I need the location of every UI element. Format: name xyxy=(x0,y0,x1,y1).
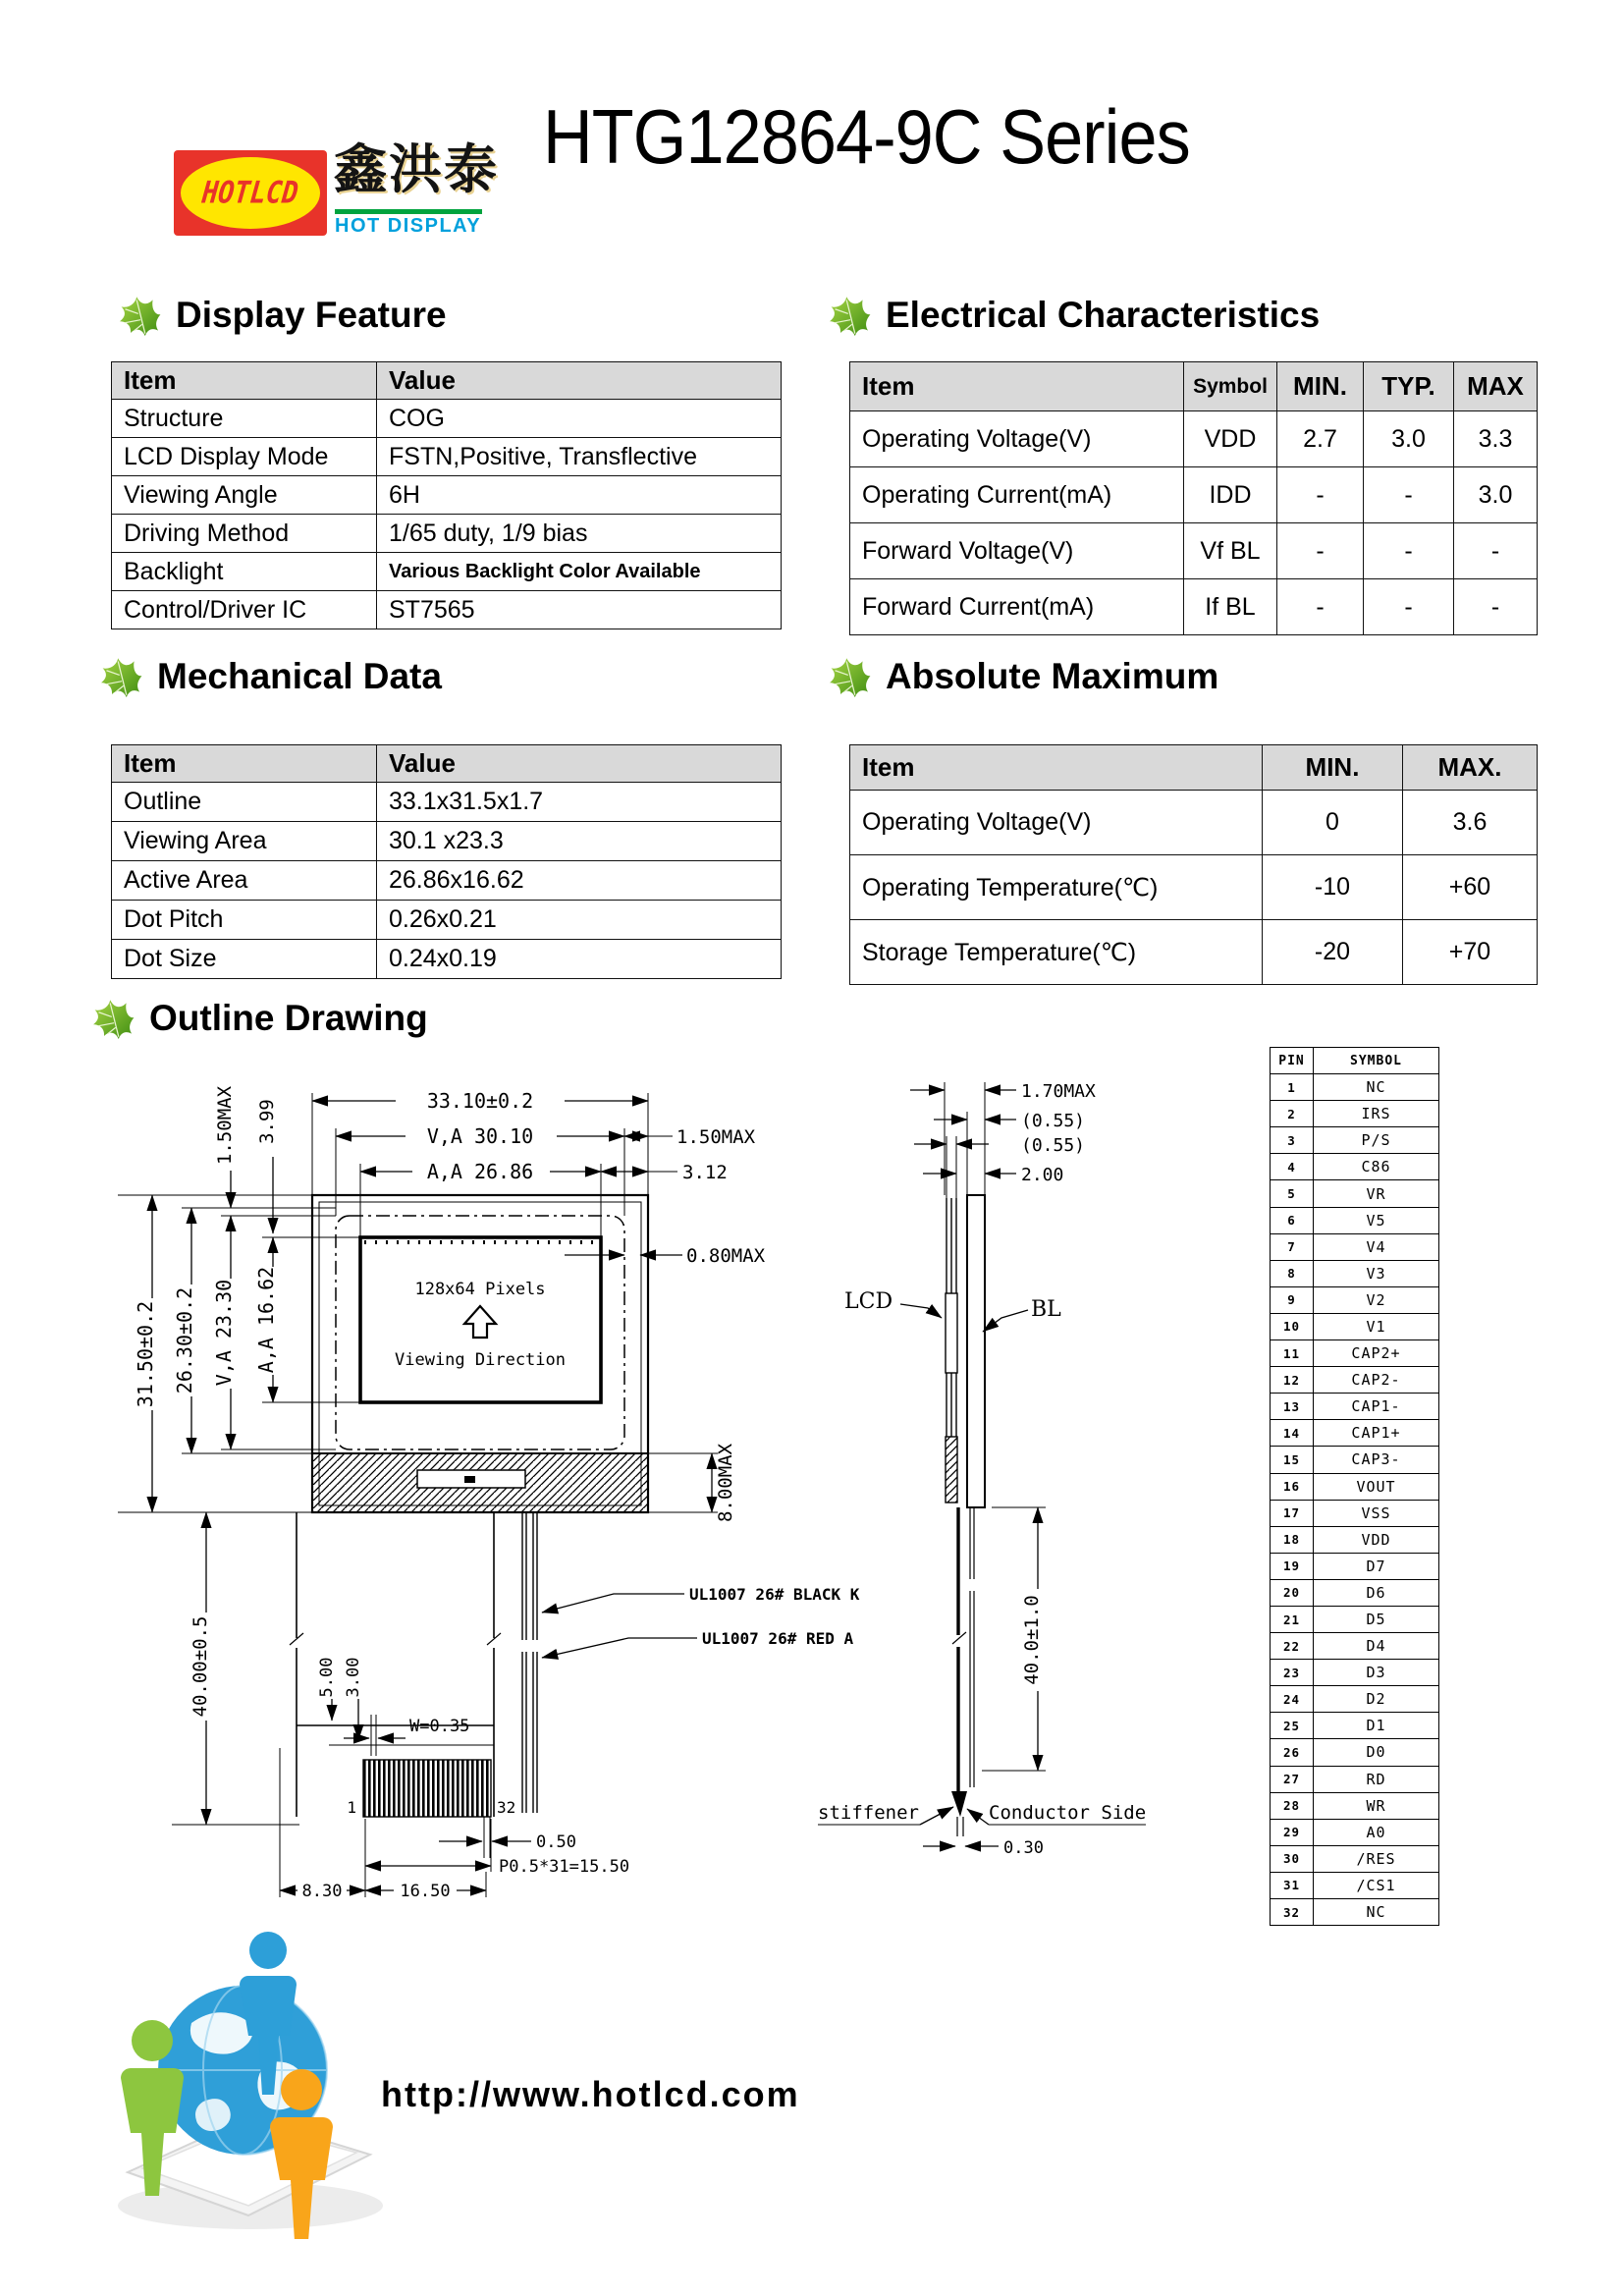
logo-subtitle: HOT DISPLAY xyxy=(335,215,482,237)
dim-1650: 16.50 xyxy=(400,1882,451,1901)
cell: Various Backlight Color Available xyxy=(377,553,782,591)
pin-row: 22 D4 xyxy=(1271,1633,1439,1660)
display-feature-table xyxy=(111,361,782,629)
dim-gap-right: 1.50MAX xyxy=(676,1126,756,1148)
pin-row: 3 P/S xyxy=(1271,1127,1439,1154)
conductor-side-label: Conductor Side xyxy=(989,1802,1147,1824)
leaf-icon xyxy=(94,652,143,701)
dim-thickness-total: 1.70MAX xyxy=(1021,1081,1096,1102)
lcd-label: LCD xyxy=(844,1289,893,1314)
dim-outline-height: 31.50±0.2 xyxy=(134,1300,157,1408)
cell: - xyxy=(1364,467,1454,523)
dim-500: 5.00 xyxy=(317,1657,337,1698)
table-row xyxy=(850,791,1538,855)
col-header: MAX xyxy=(1454,362,1538,411)
cell: +70 xyxy=(1403,920,1538,985)
cell: Dot Pitch xyxy=(112,901,377,940)
pin-row: 1 NC xyxy=(1271,1074,1439,1101)
pin-row: 17 VSS xyxy=(1271,1500,1439,1526)
pin-row: 13 CAP1- xyxy=(1271,1394,1439,1420)
table-row xyxy=(850,411,1538,467)
cell: 6H xyxy=(377,476,782,515)
cell: Operating Current(mA) xyxy=(850,467,1184,523)
fpc-side-tail xyxy=(951,1507,974,1836)
dim-pin-width: W=0.35 xyxy=(409,1717,470,1736)
cell: Operating Voltage(V) xyxy=(850,411,1184,467)
dim-fpc-length: 40.00±0.5 xyxy=(189,1615,211,1718)
mechanical-data-table xyxy=(111,744,782,979)
pin-row: 8 V3 xyxy=(1271,1260,1439,1286)
cell: ST7565 xyxy=(377,591,782,629)
cell: Viewing Angle xyxy=(112,476,377,515)
cell: Active Area xyxy=(112,861,377,901)
cell: Structure xyxy=(112,400,377,438)
absolute-maximum-table xyxy=(849,744,1538,985)
pin-row: 2 IRS xyxy=(1271,1101,1439,1127)
cell: 3.0 xyxy=(1364,411,1454,467)
table-row xyxy=(112,940,782,979)
logo-green-rule xyxy=(335,209,482,214)
pin-row: 19 D7 xyxy=(1271,1553,1439,1579)
section-title: Outline Drawing xyxy=(149,998,428,1038)
dim-aa-width: A,A 26.86 xyxy=(426,1160,534,1183)
col-header: MAX. xyxy=(1403,745,1538,791)
cell: 33.1x31.5x1.7 xyxy=(377,783,782,822)
pin-row: 4 C86 xyxy=(1271,1154,1439,1180)
cell: Backlight xyxy=(112,553,377,591)
page-title: HTG12864-9C Series xyxy=(543,93,1190,180)
table-row xyxy=(112,783,782,822)
pin-row: 12 CAP2- xyxy=(1271,1367,1439,1394)
pin-row: 27 RD xyxy=(1271,1766,1439,1792)
section-absolute-maximum xyxy=(823,652,1218,701)
cell: Dot Size xyxy=(112,940,377,979)
cell: - xyxy=(1454,523,1538,579)
pin-row: 21 D5 xyxy=(1271,1606,1439,1632)
col-header: PIN xyxy=(1271,1048,1314,1074)
cell: If BL xyxy=(1184,579,1277,635)
cell: 30.1 x23.3 xyxy=(377,822,782,861)
pin-row: 11 CAP2+ xyxy=(1271,1340,1439,1367)
pin-row: 16 VOUT xyxy=(1271,1473,1439,1500)
section-mechanical xyxy=(94,652,442,701)
cell: 3.6 xyxy=(1403,791,1538,855)
pin-row: 14 CAP1+ xyxy=(1271,1420,1439,1447)
table-row xyxy=(112,476,782,515)
cell: Storage Temperature(℃) xyxy=(850,920,1263,985)
cell: -10 xyxy=(1263,855,1403,920)
cell: Viewing Area xyxy=(112,822,377,861)
cell: 0.26x0.21 xyxy=(377,901,782,940)
viewing-direction-arrow xyxy=(464,1306,496,1338)
col-header: Item xyxy=(112,745,377,783)
pin-row: 10 V1 xyxy=(1271,1313,1439,1339)
dim-030: 0.30 xyxy=(1003,1838,1044,1858)
bl-label: BL xyxy=(1031,1297,1061,1322)
dim-gap-312: 3.12 xyxy=(682,1162,728,1183)
logo-oval xyxy=(181,157,320,229)
pin-assignment-table xyxy=(1270,1047,1439,1926)
pin-row: 26 D0 xyxy=(1271,1739,1439,1766)
viewing-direction-label: Viewing Direction xyxy=(395,1350,566,1370)
front-view xyxy=(312,1195,648,1512)
table-row xyxy=(112,400,782,438)
pin-row: 25 D1 xyxy=(1271,1713,1439,1739)
section-title: Electrical Characteristics xyxy=(886,295,1321,335)
cell: +60 xyxy=(1403,855,1538,920)
col-header: Symbol xyxy=(1184,362,1277,411)
pin-row: 32 NC xyxy=(1271,1899,1439,1926)
cell: Forward Voltage(V) xyxy=(850,523,1184,579)
table-row xyxy=(112,515,782,553)
col-header: Item xyxy=(112,362,377,400)
outline-drawing xyxy=(93,1061,1458,2003)
dim-thickness-bl: (0.55) xyxy=(1021,1111,1086,1131)
col-header: Value xyxy=(377,362,782,400)
col-header: Item xyxy=(850,362,1184,411)
col-header: SYMBOL xyxy=(1314,1048,1439,1074)
wire-red-label: UL1007 26# RED A xyxy=(702,1629,854,1648)
col-header: Item xyxy=(850,745,1263,791)
cell: - xyxy=(1364,579,1454,635)
cell: 0.24x0.19 xyxy=(377,940,782,979)
table-row xyxy=(850,467,1538,523)
table-row xyxy=(850,579,1538,635)
backlight-side xyxy=(967,1195,985,1507)
cell: 2.7 xyxy=(1277,411,1364,467)
cell: Outline xyxy=(112,783,377,822)
cell: COG xyxy=(377,400,782,438)
company-logo xyxy=(174,150,327,236)
cell: - xyxy=(1277,523,1364,579)
pin-row: 24 D2 xyxy=(1271,1686,1439,1713)
col-header: MIN. xyxy=(1263,745,1403,791)
table-row xyxy=(112,553,782,591)
cell: Operating Temperature(℃) xyxy=(850,855,1263,920)
cell: Vf BL xyxy=(1184,523,1277,579)
cell: Forward Current(mA) xyxy=(850,579,1184,635)
connector-pins xyxy=(363,1760,491,1817)
section-display-feature xyxy=(113,291,447,340)
dim-gap-399: 3.99 xyxy=(256,1099,278,1144)
stiffener-label: stiffener xyxy=(818,1802,919,1824)
section-title: Mechanical Data xyxy=(157,656,442,696)
col-header: MIN. xyxy=(1277,362,1364,411)
cell: - xyxy=(1364,523,1454,579)
table-row xyxy=(112,822,782,861)
dim-050: 0.50 xyxy=(536,1832,576,1852)
pin-row: 30 /RES xyxy=(1271,1845,1439,1872)
pin-row: 5 VR xyxy=(1271,1180,1439,1207)
pin-row: 7 V4 xyxy=(1271,1233,1439,1260)
logo-chinese-name: 鑫洪泰 xyxy=(334,140,499,199)
cell: VDD xyxy=(1184,411,1277,467)
cell: - xyxy=(1277,467,1364,523)
section-title: Display Feature xyxy=(176,295,447,335)
dim-tail-length: 40.0±1.0 xyxy=(1021,1595,1043,1685)
dim-va-width: V,A 30.10 xyxy=(426,1124,534,1148)
leaf-icon xyxy=(113,291,162,340)
cell: 0 xyxy=(1263,791,1403,855)
dim-pin-pitch: P0.5*31=15.50 xyxy=(499,1857,630,1877)
pixels-label: 128x64 Pixels xyxy=(414,1280,546,1299)
cell: -20 xyxy=(1263,920,1403,985)
pin-1-label: 1 xyxy=(347,1798,356,1817)
section-electrical xyxy=(823,291,1320,340)
leaf-icon xyxy=(823,652,872,701)
logo-text: HOTLCD xyxy=(200,175,300,211)
backlight-wires xyxy=(522,1512,537,1813)
table-row xyxy=(850,855,1538,920)
dim-aa-height: A,A 16.62 xyxy=(254,1266,278,1374)
cell: Operating Voltage(V) xyxy=(850,791,1263,855)
cell: 3.3 xyxy=(1454,411,1538,467)
pin-row: 31 /CS1 xyxy=(1271,1872,1439,1898)
col-header: Value xyxy=(377,745,782,783)
table-row xyxy=(850,920,1538,985)
pin-row: 6 V5 xyxy=(1271,1207,1439,1233)
pin-row: 18 VDD xyxy=(1271,1526,1439,1553)
pin-row: 23 D3 xyxy=(1271,1660,1439,1686)
cell: - xyxy=(1454,579,1538,635)
cell: - xyxy=(1277,579,1364,635)
pin-row: 20 D6 xyxy=(1271,1579,1439,1606)
dim-830: 8.30 xyxy=(301,1882,343,1901)
dim-glass-height: 26.30±0.2 xyxy=(173,1286,196,1394)
pin-32-label: 32 xyxy=(497,1798,516,1817)
cell: 3.0 xyxy=(1454,467,1538,523)
pin-row: 15 CAP3- xyxy=(1271,1447,1439,1473)
cell: FSTN,Positive, Transflective xyxy=(377,438,782,476)
dim-gap-top: 1.50MAX xyxy=(214,1085,236,1166)
dim-thickness-lcd: (0.55) xyxy=(1021,1135,1086,1156)
section-title: Absolute Maximum xyxy=(886,656,1219,696)
dim-va-height: V,A 23.30 xyxy=(212,1279,236,1387)
fpc-tail xyxy=(172,1512,860,1901)
dim-outline-width: 33.10±0.2 xyxy=(426,1089,534,1113)
footer-globe-logo xyxy=(93,1915,398,2239)
cell: IDD xyxy=(1184,467,1277,523)
cell: 26.86x16.62 xyxy=(377,861,782,901)
dim-gap-080: 0.80MAX xyxy=(686,1245,766,1267)
cell: LCD Display Mode xyxy=(112,438,377,476)
leaf-icon xyxy=(86,994,135,1043)
wire-black-label: UL1007 26# BLACK K xyxy=(689,1585,860,1604)
table-row xyxy=(112,591,782,629)
cell: Control/Driver IC xyxy=(112,591,377,629)
table-row xyxy=(850,523,1538,579)
website-link[interactable]: http://www.hotlcd.com xyxy=(381,2074,800,2114)
section-outline-drawing xyxy=(86,994,428,1043)
cell: Driving Method xyxy=(112,515,377,553)
pin-row: 29 A0 xyxy=(1271,1819,1439,1845)
dim-cog-height: 8.00MAX xyxy=(715,1443,736,1523)
col-header: TYP. xyxy=(1364,362,1454,411)
pin-row: 28 WR xyxy=(1271,1792,1439,1819)
dim-300: 3.00 xyxy=(344,1657,363,1698)
electrical-characteristics-table xyxy=(849,361,1538,635)
table-row xyxy=(112,861,782,901)
table-row xyxy=(112,438,782,476)
leaf-icon xyxy=(823,291,872,340)
dim-200: 2.00 xyxy=(1021,1165,1064,1185)
table-row xyxy=(112,901,782,940)
side-view xyxy=(818,1081,1146,1858)
pin-row: 9 V2 xyxy=(1271,1286,1439,1313)
cell: 1/65 duty, 1/9 bias xyxy=(377,515,782,553)
